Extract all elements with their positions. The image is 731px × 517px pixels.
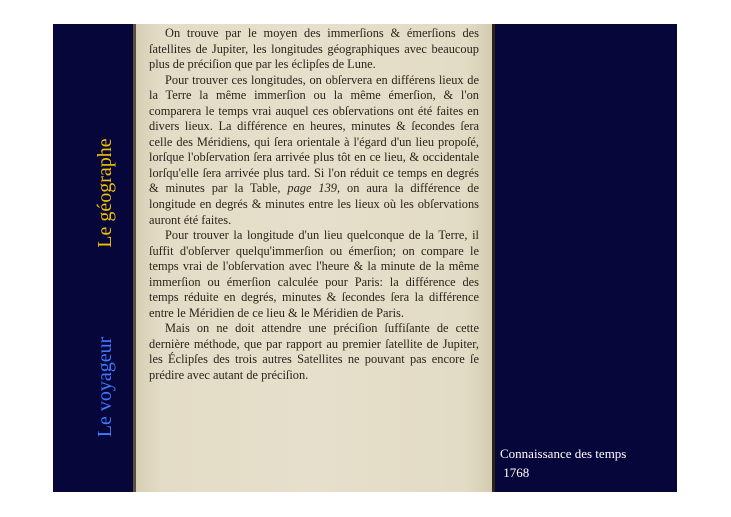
page-text — [149, 26, 479, 384]
paragraph-1: On trouve par le moyen des immerſions & émerſions des ſatellites de Jupiter, les longitudes géographiques avec beaucoup plus de préciſion que par les éclipſes de Lune. — [149, 26, 479, 72]
paragraph-4: Mais on ne doit attendre une préciſion ſuffiſante de cette dernière méthode, que par rapport au premier ſatellite de Jupiter, les Éclipſes des trois autres Satellites ne pouvant pas encore ſe prédire avec autant de préciſion. — [149, 321, 479, 383]
page-edge-left — [133, 24, 136, 492]
side-label-geographe: Le géographe — [94, 138, 116, 248]
paragraph-2-continued: on aura la différence de longitude en degrés & minutes entre les lieux où les obſervations auront été faites. — [149, 181, 479, 227]
scanned-page — [133, 24, 495, 492]
paragraph-2 — [149, 73, 479, 228]
page-edge-right — [492, 24, 495, 492]
paragraph-3: Pour trouver la longitude d'un lieu quelconque de la Terre, il ſuffit d'obſerver quelqu'immerſion ou émerſion; on compare le temps vrai de l'obſervation avec l'heure & la minute de la même immerſion ou émerſion calculée pour Paris: la différence des temps réduite en degrés, minutes & ſecondes ſera la différence entre le Méridien de ce lieu & le Méridien de Paris. — [149, 228, 479, 320]
caption — [500, 444, 675, 482]
side-label-voyageur: Le voyageur — [94, 336, 116, 438]
slide — [53, 24, 677, 492]
caption-title: Connaissance des temps — [500, 446, 627, 461]
paragraph-2-text: Pour trouver ces longitudes, on obſervera en différens lieux de la Terre la même immerſion ou la même émerſion, & l'on comparera le temps vrai auquel ces obſervations ont été faites en divers lieux. La différence en heures, minutes & ſecondes ſera celle des Méridiens, qui ſera orientale à l'égard d'un lieu propoſé, lorſque l'obſervation ſera arrivée plus tôt en ce lieu, & occidentale lorſqu'elle ſera arrivée plus tard. Si l'on réduit ce temps en degrés & minutes par la Table, — [149, 72, 479, 196]
caption-year: 1768 — [500, 465, 530, 480]
page-reference: page 139, — [287, 181, 341, 196]
